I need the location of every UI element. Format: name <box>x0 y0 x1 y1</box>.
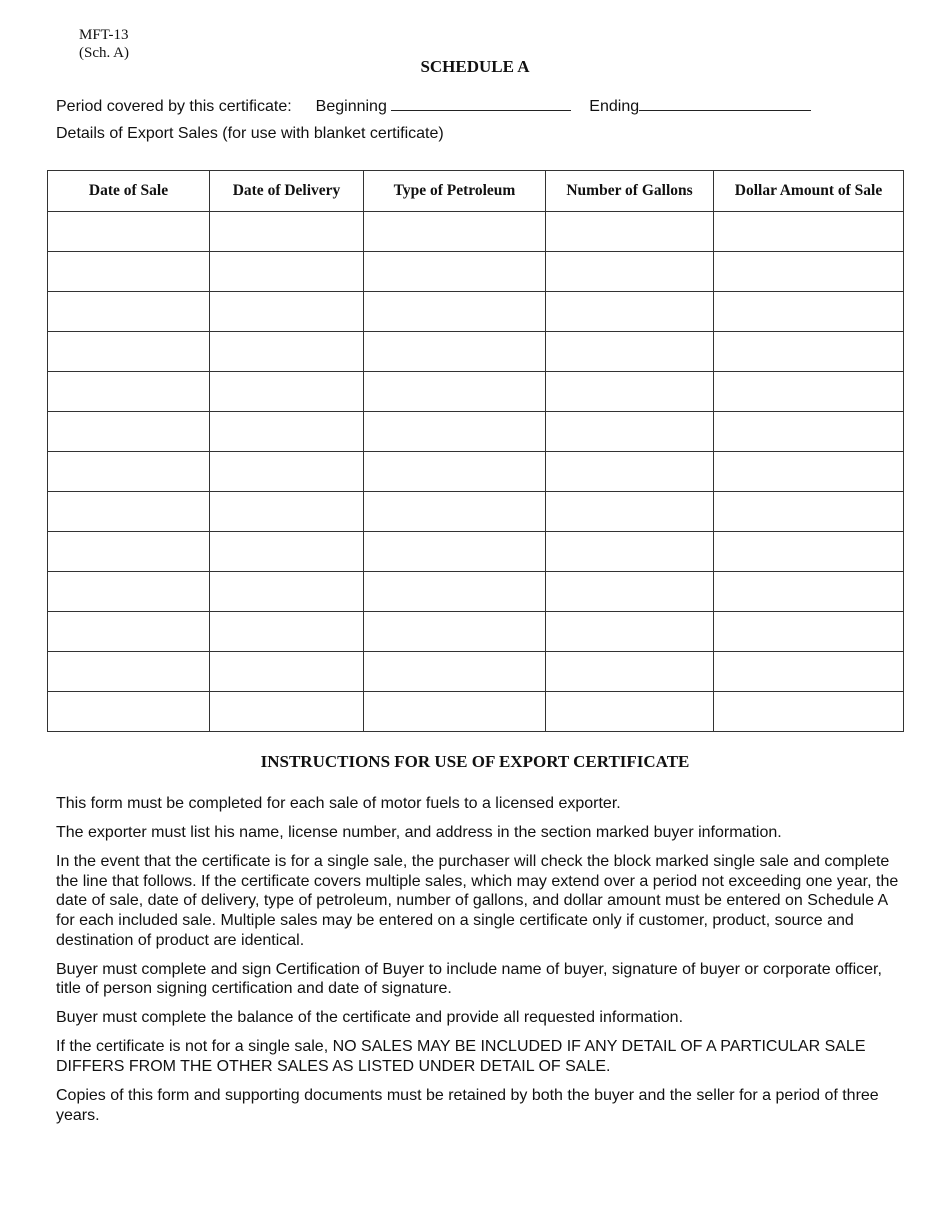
beginning-date-field[interactable] <box>391 96 571 111</box>
type-of-petroleum-cell[interactable] <box>364 212 546 252</box>
date-of-delivery-cell[interactable] <box>210 372 364 412</box>
date-of-delivery-cell[interactable] <box>210 652 364 692</box>
date-of-delivery-cell[interactable] <box>210 532 364 572</box>
instruction-paragraph: The exporter must list his name, license number, and address in the section marked buyer information. <box>56 824 782 842</box>
date-of-sale-cell[interactable] <box>48 452 210 492</box>
date-of-sale-cell[interactable] <box>48 492 210 532</box>
dollar-amount-cell[interactable] <box>714 212 904 252</box>
instruction-paragraph: Copies of this form and supporting documents must be retained by both the buyer and the seller for a period of three years. <box>56 1087 879 1124</box>
schedule-reference: (Sch. A) <box>79 45 129 61</box>
column-header-dollar-amount-of-sale: Dollar Amount of Sale <box>714 171 904 212</box>
date-of-sale-cell[interactable] <box>48 332 210 372</box>
date-of-sale-cell[interactable] <box>48 292 210 332</box>
column-header-number-of-gallons: Number of Gallons <box>546 171 714 212</box>
date-of-delivery-cell[interactable] <box>210 292 364 332</box>
table-body <box>48 212 904 732</box>
type-of-petroleum-cell[interactable] <box>364 452 546 492</box>
instructions-body <box>56 794 906 1135</box>
number-of-gallons-cell[interactable] <box>546 452 714 492</box>
type-of-petroleum-cell[interactable] <box>364 252 546 292</box>
number-of-gallons-cell[interactable] <box>546 412 714 452</box>
date-of-delivery-cell[interactable] <box>210 612 364 652</box>
instruction-paragraph: In the event that the certificate is for a single sale, the purchaser will check the block marked single sale and complete the line that follows. If the certificate covers multiple sales, which may extend over a period not exceeding one year, the date of sale, date of delivery, type of petroleum, number of gallons, and dollar amount must be entered on Schedule A for each included sale. Multiple sales may be entered on a single certificate only if customer, product, source and destination of product are identical. <box>56 853 899 949</box>
date-of-delivery-cell[interactable] <box>210 252 364 292</box>
type-of-petroleum-cell[interactable] <box>364 692 546 732</box>
number-of-gallons-cell[interactable] <box>546 612 714 652</box>
table-row <box>48 412 904 452</box>
table-row <box>48 572 904 612</box>
export-sales-table <box>47 170 904 732</box>
date-of-delivery-cell[interactable] <box>210 572 364 612</box>
date-of-sale-cell[interactable] <box>48 212 210 252</box>
date-of-sale-cell[interactable] <box>48 612 210 652</box>
page-title: SCHEDULE A <box>420 57 530 76</box>
dollar-amount-cell[interactable] <box>714 332 904 372</box>
type-of-petroleum-cell[interactable] <box>364 412 546 452</box>
instruction-paragraph: Buyer must complete and sign Certification of Buyer to include name of buyer, signature of buyer or corporate officer, title of person signing certification and date of signature. <box>56 960 882 998</box>
table-row <box>48 372 904 412</box>
table-row <box>48 612 904 652</box>
instructions-title: INSTRUCTIONS FOR USE OF EXPORT CERTIFICATE <box>260 752 690 771</box>
number-of-gallons-cell[interactable] <box>546 532 714 572</box>
table-row <box>48 492 904 532</box>
type-of-petroleum-cell[interactable] <box>364 292 546 332</box>
details-label: Details of Export Sales (for use with blanket certificate) <box>56 125 444 142</box>
date-of-delivery-cell[interactable] <box>210 492 364 532</box>
dollar-amount-cell[interactable] <box>714 532 904 572</box>
date-of-sale-cell[interactable] <box>48 372 210 412</box>
table-row <box>48 532 904 572</box>
period-label: Period covered by this certificate: <box>56 98 292 115</box>
type-of-petroleum-cell[interactable] <box>364 652 546 692</box>
ending-date-field[interactable] <box>639 96 811 111</box>
instruction-paragraph: Buyer must complete the balance of the certificate and provide all requested information. <box>56 1009 684 1027</box>
number-of-gallons-cell[interactable] <box>546 492 714 532</box>
instruction-paragraph: If the certificate is not for a single sale, NO SALES MAY BE INCLUDED IF ANY DETAIL OF A PARTICULAR SALE DIFFERS FROM THE OTHER SALES AS LISTED UNDER DETAIL OF SALE. <box>56 1038 866 1076</box>
dollar-amount-cell[interactable] <box>714 492 904 532</box>
dollar-amount-cell[interactable] <box>714 612 904 652</box>
table-row <box>48 212 904 252</box>
number-of-gallons-cell[interactable] <box>546 252 714 292</box>
dollar-amount-cell[interactable] <box>714 652 904 692</box>
number-of-gallons-cell[interactable] <box>546 572 714 612</box>
dollar-amount-cell[interactable] <box>714 692 904 732</box>
table-row <box>48 652 904 692</box>
table-row <box>48 252 904 292</box>
date-of-sale-cell[interactable] <box>48 692 210 732</box>
number-of-gallons-cell[interactable] <box>546 292 714 332</box>
dollar-amount-cell[interactable] <box>714 372 904 412</box>
date-of-delivery-cell[interactable] <box>210 332 364 372</box>
number-of-gallons-cell[interactable] <box>546 652 714 692</box>
form-number: MFT-13 <box>79 27 129 43</box>
column-header-date-of-delivery: Date of Delivery <box>210 171 364 212</box>
number-of-gallons-cell[interactable] <box>546 332 714 372</box>
date-of-delivery-cell[interactable] <box>210 412 364 452</box>
beginning-label: Beginning <box>315 98 387 115</box>
instruction-paragraph: This form must be completed for each sale of motor fuels to a licensed exporter. <box>56 795 621 812</box>
type-of-petroleum-cell[interactable] <box>364 332 546 372</box>
column-header-type-of-petroleum: Type of Petroleum <box>364 171 546 212</box>
date-of-sale-cell[interactable] <box>48 572 210 612</box>
type-of-petroleum-cell[interactable] <box>364 492 546 532</box>
number-of-gallons-cell[interactable] <box>546 372 714 412</box>
dollar-amount-cell[interactable] <box>714 412 904 452</box>
period-covered-row <box>56 96 811 116</box>
type-of-petroleum-cell[interactable] <box>364 372 546 412</box>
dollar-amount-cell[interactable] <box>714 572 904 612</box>
number-of-gallons-cell[interactable] <box>546 692 714 732</box>
date-of-delivery-cell[interactable] <box>210 452 364 492</box>
date-of-sale-cell[interactable] <box>48 652 210 692</box>
date-of-sale-cell[interactable] <box>48 412 210 452</box>
ending-label: Ending <box>589 98 640 115</box>
type-of-petroleum-cell[interactable] <box>364 532 546 572</box>
dollar-amount-cell[interactable] <box>714 252 904 292</box>
date-of-delivery-cell[interactable] <box>210 212 364 252</box>
type-of-petroleum-cell[interactable] <box>364 572 546 612</box>
number-of-gallons-cell[interactable] <box>546 212 714 252</box>
table-row <box>48 692 904 732</box>
table-row <box>48 292 904 332</box>
type-of-petroleum-cell[interactable] <box>364 612 546 652</box>
dollar-amount-cell[interactable] <box>714 452 904 492</box>
table-row <box>48 332 904 372</box>
column-header-date-of-sale: Date of Sale <box>48 171 210 212</box>
date-of-delivery-cell[interactable] <box>210 692 364 732</box>
date-of-sale-cell[interactable] <box>48 532 210 572</box>
date-of-sale-cell[interactable] <box>48 252 210 292</box>
table-header-row <box>48 171 904 212</box>
dollar-amount-cell[interactable] <box>714 292 904 332</box>
table-row <box>48 452 904 492</box>
